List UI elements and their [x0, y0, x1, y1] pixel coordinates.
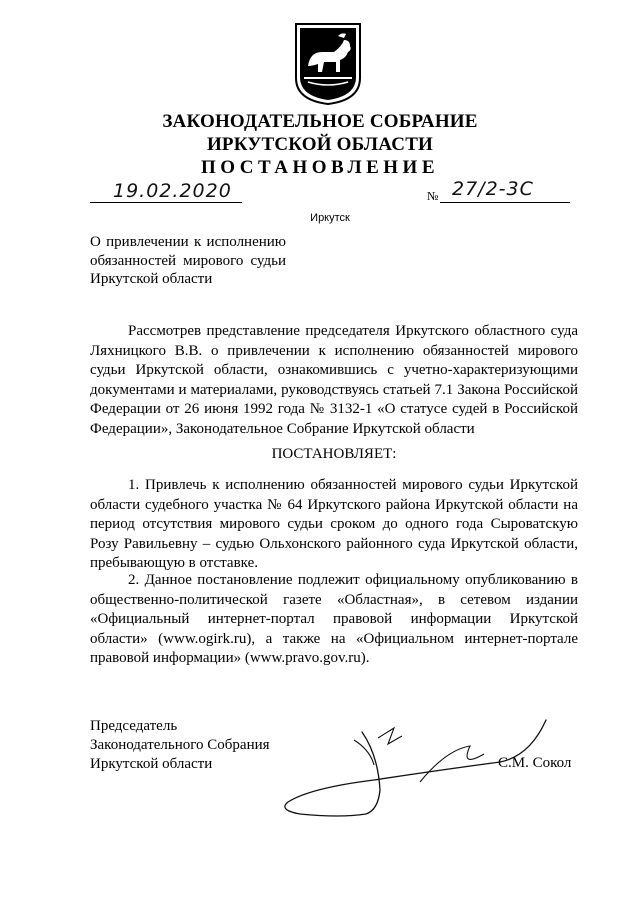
signatory-position-line2: Законодательного Собрания	[90, 737, 270, 753]
document-type-title: ПОСТАНОВЛЕНИЕ	[200, 157, 440, 178]
preamble-paragraph: Рассмотрев представление председателя Иркутского областного суда Ляхницкого В.В. о привлечении к исполнению обязанностей мирового судьи Иркутской области, ознакомившись с учетно-характеризующими документами и материалами, руководствуясь статьей 7.1 Закона Российской Федерации от 26 июня 1992 года № 3132-1 «О статусе судей в Российской Федерации», Законодательное Собрание Иркутской области	[90, 323, 578, 437]
signatory-position-line1: Председатель	[90, 718, 178, 734]
number-underline	[440, 202, 570, 203]
coat-of-arms-emblem	[294, 22, 362, 106]
number-sign: №	[427, 189, 439, 203]
signatory-position-line3: Иркутской области	[90, 756, 213, 772]
handwritten-signature	[270, 710, 560, 825]
city-name: Иркутск	[310, 212, 350, 224]
resolves-heading: ПОСТАНОВЛЯЕТ:	[271, 446, 397, 462]
organization-name-line1: ЗАКОНОДАТЕЛЬНОЕ СОБРАНИЕ	[162, 111, 478, 132]
document-date: 19.02.2020	[113, 180, 232, 202]
organization-name-line2: ИРКУТСКОЙ ОБЛАСТИ	[206, 134, 434, 155]
document-number: 27/2-3С	[452, 178, 534, 200]
date-underline	[90, 202, 242, 203]
resolution-item: 2. Данное постановление подлежит официальному опубликованию в общественно-политической газете «Областная», в сетевом издании «Официальный интернет-портал правовой информации Иркутской области» (www.ogirk.ru), а также на «Официальном интернет-портале правовой информации» (www.pravo.gov.ru).	[90, 572, 578, 666]
signatory-name: С.М. Сокол	[498, 755, 572, 771]
resolution-item: 1. Привлечь к исполнению обязанностей мирового судьи Иркутской области судебного участка № 64 Иркутского района Иркутской области на период отсутствия мирового судьи сроком до одного года Сыроватскую Розу Равильевну – судью Ольхонского районного суда Иркутской области, пребывающую в отставке.	[90, 477, 578, 571]
document-subject: О привлечении к исполнению обязанностей мирового судьи Иркутской области	[90, 234, 286, 287]
